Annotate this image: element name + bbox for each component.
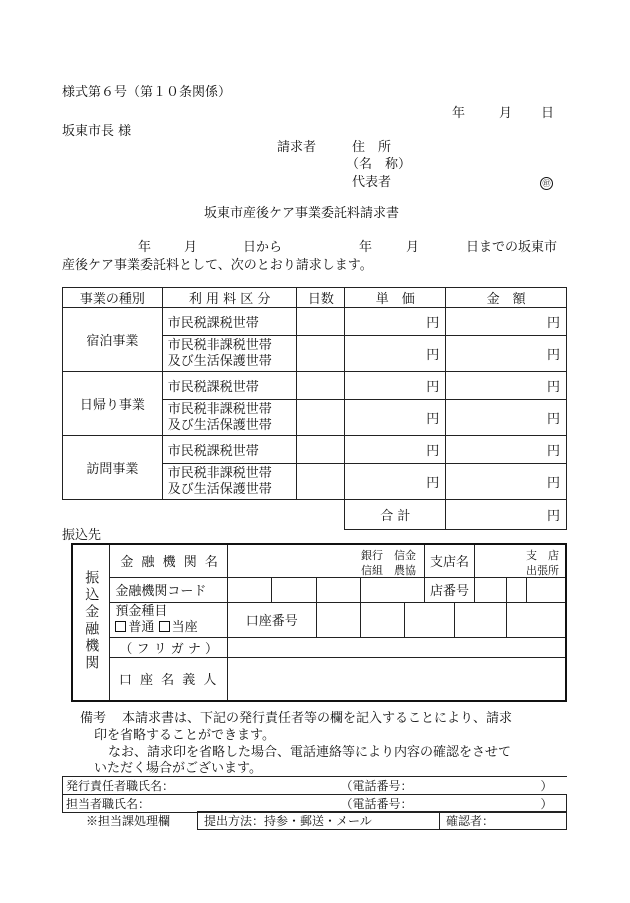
days-cell[interactable] bbox=[297, 372, 345, 400]
fee-table bbox=[62, 287, 567, 530]
notes-label: 備考 bbox=[80, 711, 107, 726]
amount-cell[interactable]: 円 bbox=[446, 336, 567, 372]
intro-month2: 月 bbox=[406, 240, 420, 255]
category-daytrip: 日帰り事業 bbox=[63, 372, 163, 436]
fee-class-taxed: 市民税課税世帯 bbox=[162, 308, 297, 336]
unit-price-cell[interactable]: 円 bbox=[345, 464, 446, 500]
date-month: 月 bbox=[499, 106, 513, 121]
header-amount: 金 額 bbox=[446, 288, 567, 308]
amount-cell[interactable]: 円 bbox=[446, 372, 567, 400]
header-category: 事業の種別 bbox=[63, 288, 163, 308]
notes-line3: なお、請求印を省略した場合、電話連絡等により内容の確認をさせて bbox=[108, 745, 512, 760]
fee-class-nontaxed: 市民税非課税世帯 及び生活保護世帯 bbox=[162, 400, 297, 436]
table-row bbox=[63, 308, 567, 336]
institution-name-label: 金 融 機 関 名 bbox=[110, 544, 228, 577]
days-cell[interactable] bbox=[297, 400, 345, 436]
header-fee-class: 利 用 料 区 分 bbox=[162, 288, 297, 308]
branch-name-label: 支店名 bbox=[425, 544, 475, 577]
branch-number-label: 店番号 bbox=[425, 577, 475, 602]
staff-name-field[interactable]: 担当者職氏名： （電話番号： ） bbox=[63, 795, 567, 813]
transfer-destination-label: 振込先 bbox=[62, 528, 102, 543]
issuer-table bbox=[62, 776, 567, 813]
days-cell[interactable] bbox=[297, 464, 345, 500]
requester-label: 請求者 bbox=[277, 140, 317, 155]
bank-code-digit[interactable] bbox=[227, 577, 271, 602]
bank-code-digit[interactable] bbox=[271, 577, 316, 602]
furigana-field[interactable] bbox=[227, 637, 566, 657]
document-title: 坂東市産後ケア事業委託料請求書 bbox=[204, 206, 400, 221]
seal-mark: ㊞ bbox=[540, 176, 553, 190]
total-amount-cell[interactable]: 円 bbox=[446, 500, 567, 530]
branch-number-digit[interactable] bbox=[506, 577, 526, 602]
bank-code-digit[interactable] bbox=[361, 577, 425, 602]
account-number-digit[interactable] bbox=[361, 602, 405, 637]
issuer-name-field[interactable]: 発行責任者職氏名： （電話番号： ） bbox=[63, 777, 567, 795]
confirmer-field[interactable]: 確認者： bbox=[440, 812, 567, 830]
bank-code-digit[interactable] bbox=[316, 577, 361, 602]
unit-price-cell[interactable]: 円 bbox=[345, 372, 446, 400]
category-stay: 宿泊事業 bbox=[63, 308, 163, 372]
notes-line2: 印を省略することができます。 bbox=[94, 728, 275, 743]
intro-from: 日から bbox=[243, 240, 283, 255]
processing-table bbox=[197, 811, 567, 830]
total-row bbox=[63, 500, 567, 530]
fee-class-taxed: 市民税課税世帯 bbox=[162, 436, 297, 464]
unit-price-cell[interactable]: 円 bbox=[345, 400, 446, 436]
days-cell[interactable] bbox=[297, 308, 345, 336]
account-number-digit[interactable] bbox=[405, 602, 455, 637]
amount-cell[interactable]: 円 bbox=[446, 308, 567, 336]
bank-table bbox=[71, 543, 567, 702]
branch-number-digit[interactable] bbox=[474, 577, 506, 602]
institution-name-field[interactable]: 銀行 信金 信組 農協 bbox=[227, 544, 424, 577]
category-visit: 訪問事業 bbox=[63, 436, 163, 500]
deposit-type-cell: 預金種目 普通 当座 bbox=[110, 602, 228, 637]
date-day: 日 bbox=[541, 106, 555, 121]
table-row bbox=[63, 372, 567, 400]
days-cell[interactable] bbox=[297, 436, 345, 464]
amount-cell[interactable]: 円 bbox=[446, 436, 567, 464]
submit-method-field[interactable]: 提出方法：持参・郵送・メール bbox=[198, 812, 440, 830]
account-holder-field[interactable] bbox=[227, 657, 566, 701]
account-number-digit[interactable] bbox=[316, 602, 361, 637]
date-year: 年 bbox=[452, 106, 466, 121]
account-number-digit[interactable] bbox=[506, 602, 566, 637]
name-label: （名 称） bbox=[346, 157, 412, 172]
branch-number-digit[interactable] bbox=[526, 577, 566, 602]
bank-side-label: 振込金融機関 bbox=[72, 544, 110, 701]
representative-label: 代表者 bbox=[352, 175, 392, 190]
header-days: 日数 bbox=[297, 288, 345, 308]
account-number-digit[interactable] bbox=[454, 602, 506, 637]
header-unit-price: 単 価 bbox=[345, 288, 446, 308]
intro-until: 日までの坂東市 bbox=[466, 240, 558, 255]
fee-class-nontaxed: 市民税非課税世帯 及び生活保護世帯 bbox=[162, 336, 297, 372]
dept-processing-label: ※担当課処理欄 bbox=[86, 814, 171, 828]
notes-line1: 本請求書は、下記の発行責任者等の欄を記入することにより、請求 bbox=[122, 711, 513, 726]
intro-year2: 年 bbox=[359, 240, 373, 255]
account-number-label: 口座番号 bbox=[227, 602, 316, 637]
amount-cell[interactable]: 円 bbox=[446, 400, 567, 436]
bank-code-label: 金融機関コード bbox=[110, 577, 228, 602]
fee-class-taxed: 市民税課税世帯 bbox=[162, 372, 297, 400]
branch-name-field[interactable]: 支 店 出張所 bbox=[474, 544, 566, 577]
addressee: 坂東市長 様 bbox=[62, 124, 132, 139]
furigana-label: （ フ リ ガ ナ ） bbox=[110, 637, 228, 657]
checkbox-current[interactable]: 当座 bbox=[159, 620, 198, 635]
checkbox-ordinary[interactable]: 普通 bbox=[115, 620, 154, 635]
intro-month1: 月 bbox=[184, 240, 198, 255]
total-label: 合 計 bbox=[345, 500, 446, 530]
intro-year1: 年 bbox=[138, 240, 152, 255]
unit-price-cell[interactable]: 円 bbox=[345, 436, 446, 464]
amount-cell[interactable]: 円 bbox=[446, 464, 567, 500]
days-cell[interactable] bbox=[297, 336, 345, 372]
table-row bbox=[63, 436, 567, 464]
address-label: 住 所 bbox=[352, 140, 392, 155]
unit-price-cell[interactable]: 円 bbox=[345, 336, 446, 372]
form-number: 様式第６号（第１０条関係） bbox=[62, 85, 232, 100]
intro-line2: 産後ケア事業委託料として、次のとおり請求します。 bbox=[62, 258, 373, 273]
unit-price-cell[interactable]: 円 bbox=[345, 308, 446, 336]
account-holder-label: 口 座 名 義 人 bbox=[110, 657, 228, 701]
notes-line4: いただく場合がございます。 bbox=[94, 761, 262, 776]
fee-class-nontaxed: 市民税非課税世帯 及び生活保護世帯 bbox=[162, 464, 297, 500]
